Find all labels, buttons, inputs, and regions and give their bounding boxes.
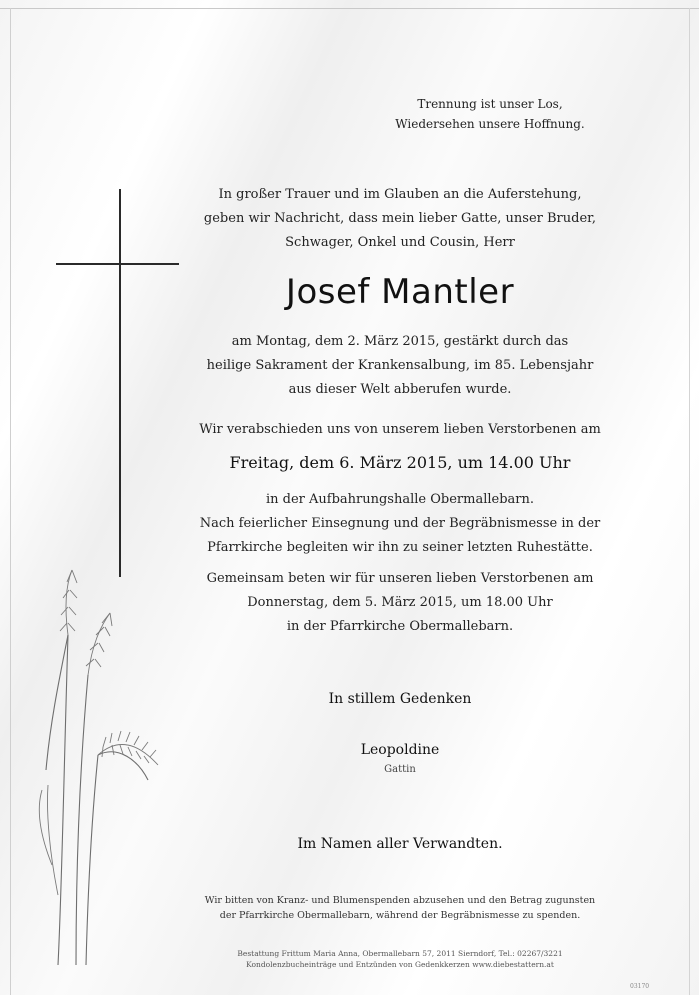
cross-icon-vertical <box>119 189 121 577</box>
motto-line: Wiedersehen unsere Hoffnung. <box>395 117 585 131</box>
donation-request <box>150 893 650 923</box>
intro-line: geben wir Nachricht, dass mein lieber Gatte, unser Bruder, <box>203 211 597 226</box>
deceased-name: Josef Mantler <box>285 272 515 312</box>
farewell-text: Wir verabschieden uns von unserem lieben Verstorbenen am <box>199 422 601 437</box>
funeral-location <box>150 488 650 560</box>
location-line: in der Aufbahrungshalle Obermallebarn. <box>265 492 535 507</box>
memory-heading: In stillem Gedenken <box>328 691 472 707</box>
motto <box>360 94 620 134</box>
location-line: Pfarrkirche begleiten wir ihn zu seiner letzten Ruhestätte. <box>207 540 593 555</box>
frame-right-line <box>689 8 690 995</box>
prayer-info <box>150 567 650 639</box>
details-line: heilige Sakrament der Krankensalbung, im 85. Lebensjahr <box>206 358 594 373</box>
request-line: der Pfarrkirche Obermallebarn, während der Begräbnismesse zu spenden. <box>219 910 581 921</box>
request-line: Wir bitten von Kranz- und Blumenspenden abzusehen und den Betrag zugunsten <box>204 895 596 906</box>
funeral-date-time: Freitag, dem 6. März 2015, um 14.00 Uhr <box>229 453 571 472</box>
signer-role: Gattin <box>384 764 416 775</box>
cross-icon-horizontal <box>56 263 179 265</box>
frame-top-line <box>0 8 699 9</box>
intro-text <box>150 183 650 255</box>
death-details <box>150 330 650 402</box>
details-line: am Montag, dem 2. März 2015, gestärkt durch das <box>231 334 569 349</box>
prayer-line: Donnerstag, dem 5. März 2015, um 18.00 Uhr <box>247 595 553 610</box>
signer-name: Leopoldine <box>360 742 440 758</box>
motto-line: Trennung ist unser Los, <box>417 97 563 111</box>
family-signature: Im Namen aller Verwandten. <box>297 836 503 852</box>
intro-line: In großer Trauer und im Glauben an die Auferstehung, <box>218 187 582 202</box>
undertaker-footer <box>150 948 650 970</box>
print-code: 03170 <box>630 983 650 990</box>
location-line: Nach feierlicher Einsegnung und der Begräbnismesse in der <box>199 516 601 531</box>
footer-line: Bestattung Frittum Maria Anna, Obermallebarn 57, 2011 Sierndorf, Tel.: 02267/3221 <box>237 949 563 958</box>
prayer-line: Gemeinsam beten wir für unseren lieben Verstorbenen am <box>206 571 594 586</box>
wheat-icon <box>28 565 178 970</box>
frame-left-line <box>10 8 11 995</box>
intro-line: Schwager, Onkel und Cousin, Herr <box>285 235 515 250</box>
footer-line: Kondolenzbucheinträge und Entzünden von Gedenkkerzen www.diebestattern.at <box>246 960 554 969</box>
prayer-line: in der Pfarrkirche Obermallebarn. <box>286 619 514 634</box>
details-line: aus dieser Welt abberufen wurde. <box>288 382 512 397</box>
